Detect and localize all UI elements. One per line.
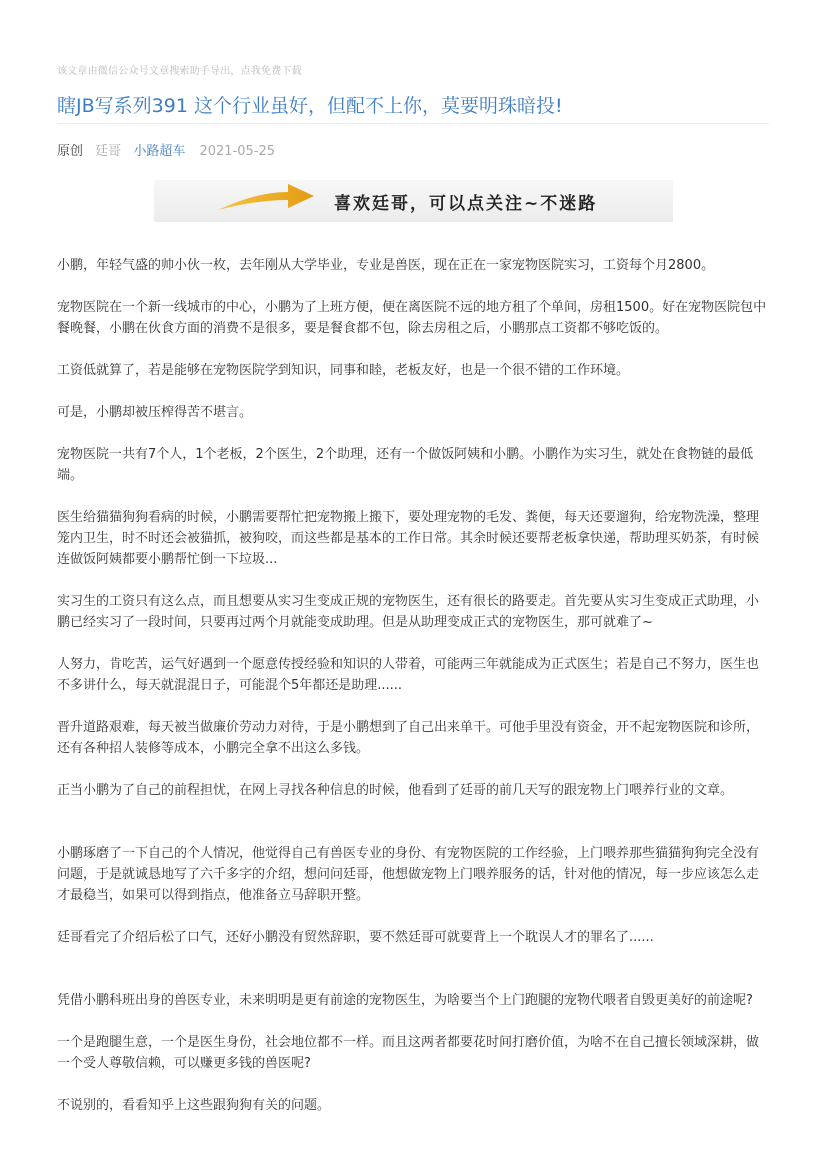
banner-text: 喜欢廷哥，可以点关注~不迷路 (334, 194, 598, 214)
article-title: 瞎JB写系列391 这个行业虽好，但配不上你，莫要明珠暗投! (57, 95, 563, 117)
article-body (57, 255, 769, 1116)
original-label: 原创 (57, 144, 84, 159)
paragraph: 凭借小鹏科班出身的兽医专业，未来明明是更有前途的宠物医生，为啥要当个上门跑腿的宠物代喂者自毁更美好的前途呢? (57, 993, 753, 1008)
paragraph: 可是，小鹏却被压榨得苦不堪言。 (57, 405, 253, 420)
paragraph: 小鹏琢磨了一下自己的个人情况，他觉得自己有兽医专业的身份、有宠物医院的工作经验，上门喂养那些猫猫狗狗完全没有问题，于是就诚恳地写了六千多字的介绍，想问问廷哥，他想做宠物上门喂养服务的话，针对他的情况，每一步应该怎么走才最稳当，如果可以得到指点，他准备立马辞职开整。 (57, 846, 760, 903)
title-divider (57, 123, 769, 124)
publish-date: 2021-05-25 (199, 144, 276, 159)
paragraph: 正当小鹏为了自己的前程担忧，在网上寻找各种信息的时候，他看到了廷哥的前几天写的跟宠物上门喂养行业的文章。 (57, 783, 734, 798)
paragraph: 工资低就算了，若是能够在宠物医院学到知识，同事和睦，老板友好，也是一个很不错的工作环境。 (57, 363, 630, 378)
paragraph: 晋升道路艰难，每天被当做廉价劳动力对待，于是小鹏想到了自己出来单干。可他手里没有资金，开不起宠物医院和诊所，还有各种招人装修等成本，小鹏完全拿不出这么多钱。 (57, 720, 760, 756)
paragraph: 一个是跑腿生意，一个是医生身份，社会地位都不一样。而且这两者都要花时间打磨价值，为啥不在自己擅长领域深耕，做一个受人尊敬信赖，可以赚更多钱的兽医呢? (57, 1035, 760, 1071)
paragraph: 人努力，肯吃苦，运气好遇到一个愿意传授经验和知识的人带着，可能两三年就能成为正式医生；若是自己不努力，医生也不多讲什么，每天就混混日子，可能混个5年都还是助理...... (57, 657, 760, 693)
paragraph: 医生给猫猫狗狗看病的时候，小鹏需要帮忙把宠物搬上搬下，要处理宠物的毛发、粪便，每天还要遛狗，给宠物洗澡，整理笼内卫生，时不时还会被猫抓，被狗咬，而这些都是基本的工作日常。其余时候还要帮老板拿快递，帮助理买奶茶，有时候连做饭阿姨都要小鹏帮忙倒一下垃圾... (57, 510, 760, 567)
curved-arrow-icon (216, 182, 326, 220)
account-link[interactable]: 小路超车 (133, 144, 186, 159)
article-meta (57, 140, 275, 159)
author-name: 廷哥 (95, 144, 122, 159)
paragraph: 小鹏，年轻气盛的帅小伙一枚，去年刚从大学毕业，专业是兽医，现在正在一家宠物医院实习，工资每个月2800。 (57, 258, 715, 273)
paragraph: 实习生的工资只有这么点，而且想要从实习生变成正规的宠物医生，还有很长的路要走。首先要从实习生变成正式助理，小鹏已经实习了一段时间，只要再过两个月就能变成助理。但是从助理变成正式的宠物医生，那可就难了~ (57, 594, 760, 630)
follow-banner (154, 180, 673, 222)
paragraph: 宠物医院一共有7个人，1个老板，2个医生，2个助理，还有一个做饭阿姨和小鹏。小鹏作为实习生，就处在食物链的最低端。 (57, 447, 754, 483)
paragraph: 廷哥看完了介绍后松了口气，还好小鹏没有贸然辞职，要不然廷哥可就要背上一个耽误人才的罪名了...... (57, 930, 654, 945)
paragraph: 不说别的，看看知乎上这些跟狗狗有关的问题。 (57, 1098, 331, 1113)
paragraph: 宠物医院在一个新一线城市的中心，小鹏为了上班方便，便在离医院不远的地方租了个单间，房租1500。好在宠物医院包中餐晚餐，小鹏在伙食方面的消费不是很多，要是餐食都不包，除去房租之后，小鹏那点工资都不够吃饭的。 (57, 300, 767, 336)
export-notice-link[interactable]: 该文章由微信公众号文章搜索助手导出，点我免费下载 (57, 66, 302, 77)
